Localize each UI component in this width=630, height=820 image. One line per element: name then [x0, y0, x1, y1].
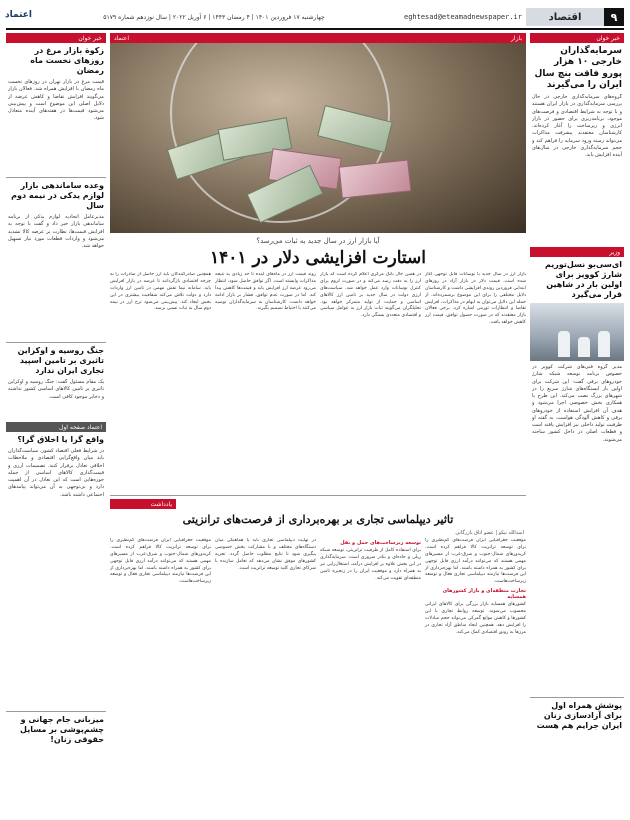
divider [6, 711, 106, 712]
article-body: در شرایط فعلی اقتصاد کشور، سیاست‌گذاران باید میان واقع‌گرایی اقتصادی و ملاحظات اخلاقی تعادل برقرار کنند. تصمیمات ارزی و قیمت‌گذاری کالاهای اساسی از جمله حوزه‌هایی است که این تعادل در آن اهمیت دارد و بی‌توجهی به آن می‌تواند پیامدهای اجتماعی داشته باشد. [8, 448, 104, 498]
article-body: گروه‌های سرمایه‌گذاری خارجی در حال بررسی سرمایه‌گذاری در بازار ایران هستند و با توجه به شرایط اقتصادی و فرصت‌های موجود، برنامه‌ریزی برای حضور در بازار انرژی و زیرساخت را آغاز کرده‌اند. کارشناسان معتقدند پیشرفت مذاکرات می‌تواند زمینه ورود سرمایه را فراهم کند و حجم سرمایه‌گذاری خارجی در سال‌های آینده افزایش یابد. [532, 94, 622, 158]
header-rule [6, 28, 624, 30]
article-headline[interactable]: جنگ روسیه و اوکراین تاثیری بر تامین اسپید تجاری ایران ندارد [17, 346, 104, 375]
section-tab: اقتصاد [526, 8, 604, 26]
article-body: مدیر گروه فنی‌های شرکت کوویز در خصوص برنامه توسعه شبکه شارژ خودروهای برقی گفت: این شرکت برای اولین بار ایستگاه‌های شارژ سریع را در شهرهای بزرگ نصب می‌کند. این طرح با همکاری بخش خصوصی اجرا می‌شود و هدف آن افزایش استفاده از خودروهای برقی و کاهش آلودگی هواست. به گفته او ظرفیت تولید داخلی نیز افزایش یافته است و قطعات اصلی در داخل کشور ساخته می‌شوند. [532, 364, 622, 443]
page-header [6, 8, 624, 26]
hero-label-left: اعتماد [114, 34, 130, 42]
hero-label-right: بازار [511, 34, 522, 42]
main-headline[interactable]: استارت افزایشی دلار در ۱۴۰۱ [210, 248, 426, 268]
article-headline[interactable]: ای‌سی‌بو نسل‌توریم شارژ کوویز برای اولین بار در شاهین قرار می‌گیرد [544, 260, 622, 299]
paragraph: برای استفاده کامل از ظرفیت ترانزیتی، توسعه شبکه ریلی و جاده‌ای و بنادر ضروری است. سرمایه‌گذاری در این بخش علاوه بر افزایش درآمد، اشتغال‌زایی نیز به همراه دارد و موقعیت ایران را در زنجیره تامین منطقه‌ای تقویت می‌کند. [320, 548, 421, 581]
newspaper-logo[interactable]: اعتماد [5, 10, 32, 20]
text-column [425, 538, 526, 788]
article-headline[interactable]: واقع گرا یا اخلاق گرا؟ [17, 435, 104, 444]
paragraph: موقعیت جغرافیایی ایران فرصت‌های کم‌نظیری را برای توسعه ترانزیت کالا فراهم کرده است. کریدورهای شمال-جنوب و شرق-غرب از مسیرهای مهمی هستند که می‌توانند درآمد ارزی قابل توجهی برای کشور به همراه داشته باشند. اما بهره‌برداری از این فرصت‌ها نیازمند دیپلماسی تجاری فعال و توسعه زیرساخت‌هاست. [110, 538, 211, 585]
article-body: مدیرعامل اتحادیه لوازم یدکی از برنامه ساماندهی بازار خبر داد و گفت با توجه به افزایش قیمت‌ها، نظارت بر عرضه کالا تشدید می‌شود و واردات قطعات مورد نیاز تسهیل خواهد شد. [8, 214, 104, 249]
article-headline[interactable]: سرمایه‌گذاران خارجی ۱۰ هزار پورو فاقت بنچ سال ایران را می‌گیرند [534, 46, 622, 90]
main-article-body [110, 272, 526, 492]
text-column: همچنین صادرکنندگان باید ارز حاصل از صادرات را به چرخه اقتصادی بازگردانند تا عرضه در بازار افزایش یابد. سامانه نیما نقش مهمی در تامین ارز واردات دارد و دولت تلاش می‌کند شفافیت بیشتری در این بخش ایجاد کند. پیش‌بینی می‌شود نرخ ارز در نیمه دوم سال به ثبات نسبی برسد. [110, 272, 211, 312]
article-body: یک مقام مسئول گفت: جنگ روسیه و اوکراین تاثیری بر تامین کالاهای اساسی کشور نداشته و ذخایر موجود کافی است. [8, 379, 104, 400]
article-kicker: آیا بازار ارز در سال جدید به ثبات می‌رسد؟ [256, 237, 380, 245]
text-column [215, 538, 316, 788]
article-headline[interactable]: وعده ساماندهی بازار لوازم یدکی در نیمه دوم سال [11, 181, 104, 210]
news-label: خبر خوان [6, 33, 106, 43]
article-headline[interactable]: زکوة بازار مرغ در روزهای نخست ماه رمضان [30, 46, 104, 75]
news-label: خبر خوان [530, 33, 624, 43]
section-email[interactable]: eghtesad@eteamadnewspaper.ir [403, 13, 522, 21]
article-body: قیمت مرغ در بازار تهران در روزهای نخست ماه رمضان با افزایش همراه شد. فعالان بازار می‌گویند افزایش تقاضا و کاهش عرضه از دلایل اصلی این موضوع است و پیش‌بینی می‌شود قیمت‌ها در هفته‌های آینده متعادل شود. [8, 79, 104, 122]
paragraph: در نهایت دیپلماسی تجاری باید با هماهنگی میان دستگاه‌های مختلف و با مشارکت بخش خصوصی پیگیری شود تا نتایج مطلوب حاصل گردد. تجربه کشورهای موفق نشان می‌دهد که تعامل سازنده با شرکای تجاری کلید توسعه ترانزیت است. [215, 538, 316, 571]
page-number: ۹ [604, 8, 624, 26]
divider [6, 342, 106, 343]
news-label: وزیر [530, 247, 624, 257]
subheading: توسعه زیرساخت‌های حمل و نقل [340, 540, 421, 546]
divider [6, 177, 106, 178]
issue-dateline: چهارشنبه ۱۷ فروردین ۱۴۰۱ | ۴ رمضان ۱۴۴۳ | ۶ آوریل ۲۰۲۲ | سال نوزدهم شماره ۵۱۷۹ [103, 13, 325, 21]
hero-photo-banknotes [110, 43, 526, 233]
author-byline: اسدالله نیکو | عضو اتاق بازرگانی [455, 530, 524, 536]
column-label: اعتماد صفحه اول [6, 422, 106, 432]
note-label: یادداشت [110, 499, 176, 509]
divider [530, 697, 624, 698]
article-headline[interactable]: پوشش همراه اول برای آزادسازی زنان ایران جرایم هم هست [536, 701, 622, 730]
text-column: روند قیمت ارز در ماه‌های آینده تا حد زیادی به نتیجه مذاکرات وابسته است. اگر توافق حاصل شود، انتظار می‌رود عرضه ارز افزایش یابد و قیمت‌ها کاهش پیدا کند. اما در صورت عدم توافق، فشار بر بازار ادامه خواهد داشت. کارشناسان به سرمایه‌گذاران توصیه می‌کنند با احتیاط تصمیم بگیرند. [215, 272, 316, 312]
second-article-body [110, 538, 526, 788]
article-photo [530, 303, 624, 361]
text-column [320, 538, 421, 788]
article-headline[interactable]: میزبانی جام جهانی و چشم‌پوشی بر مسایل حقوقی زنان! [20, 715, 104, 744]
text-column: بازار ارز در سال جدید با نوسانات قابل توجهی آغاز شده است. قیمت دلار در بازار آزاد در روزهای ابتدایی فروردین روندی افزایشی داشت و کارشناسان دلایل مختلفی را برای این موضوع برشمرده‌اند. از جمله این دلایل می‌توان به ابهام در مذاکرات، افزایش تقاضا و انتظارات تورمی اشاره کرد. برخی فعالان بازار معتقدند که در صورت حصول توافق، قیمت ارز کاهش خواهد یافت. [425, 272, 526, 326]
left-column [6, 33, 106, 814]
main-column [110, 33, 526, 814]
hero-label-bar [110, 33, 526, 43]
divider [110, 495, 526, 496]
paragraph: موقعیت جغرافیایی ایران فرصت‌های کم‌نظیری را برای توسعه ترانزیت کالا فراهم کرده است. کریدورهای شمال-جنوب و شرق-غرب از مسیرهای مهمی هستند که می‌توانند درآمد ارزی قابل توجهی برای کشور به همراه داشته باشند. اما بهره‌برداری از این فرصت‌ها نیازمند دیپلماسی تجاری فعال و توسعه زیرساخت‌هاست. [425, 538, 526, 585]
right-column [530, 33, 624, 814]
paragraph: کشورهای همسایه بازار بزرگی برای کالاهای ایرانی محسوب می‌شوند. توسعه روابط تجاری با این کشورها و کاهش موانع گمرکی می‌تواند حجم مبادلات را افزایش دهد. همچنین ایجاد مناطق آزاد تجاری در مرزها به رونق اقتصادی کمک می‌کند. [425, 602, 526, 635]
text-column: در همین حال بانک مرکزی اعلام کرده است که بازار ارز را به دقت رصد می‌کند و در صورت لزوم برای کنترل نوسانات وارد عمل خواهد شد. سیاست‌های ارزی دولت در سال جدید بر تامین ارز کالاهای اساسی و حمایت از تولید متمرکز خواهد بود. تحلیلگران می‌گویند ثبات بازار ارز به عوامل سیاسی و اقتصادی متعددی بستگی دارد. [320, 272, 421, 319]
banknote-shape [339, 159, 412, 198]
second-headline[interactable]: تاثیر دیپلماسی تجاری بر بهره‌برداری از فرصت‌های ترانزیتی [182, 513, 454, 526]
text-column [110, 538, 211, 788]
subheading: تجارت منطقه‌ای و بازار کشورهای همسایه [442, 588, 526, 601]
